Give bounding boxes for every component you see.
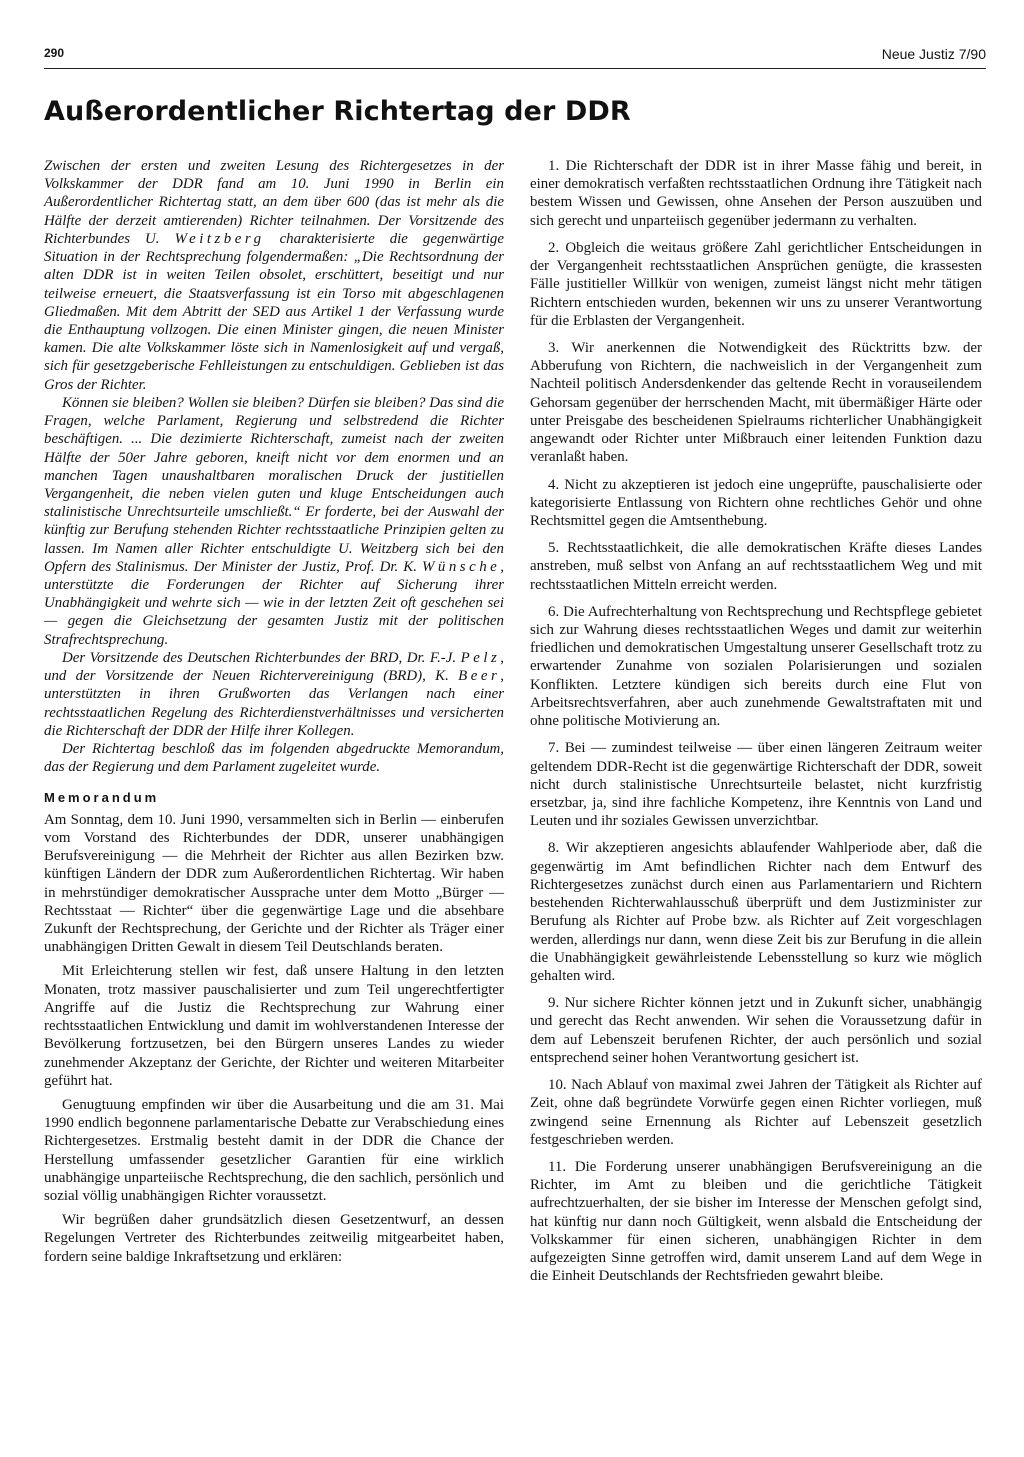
person-name: Pelz (460, 649, 501, 666)
intro-section (44, 157, 504, 776)
memorandum-point: 9. Nur sichere Richter können jetzt und in Zukunft sicher, unabhängig und gerecht das Recht anwenden. Wir sehen die Voraussetzung dafür in dem auf Lebenszeit berufenen Richter, der auch persönlich und sozial entsprechend seiner hohen Verantwortung gesichert ist. (530, 995, 982, 1066)
intro-text: , unterstützte die Forderungen der Richter auf Sicherung ihrer Unabhängigkeit und wehrte sich — wie in der letzten Zeit oft geschehen sei — gegen die Gleichsetzung der gesamten Justiz mit der politischen Strafrechtsprechung. (44, 558, 504, 648)
memorandum-point: 2. Obgleich die weitaus größere Zahl gerichtlicher Entscheidungen in der Vergangenheit rechtsstaatlichen Ansprüchen genügte, die krassesten Fälle justitieller Willkür von wenigen, zumeist längst nicht mehr tätigen Richtern entschieden wurden, bekennen wir uns zu unserer Verantwortung für die Erblasten der Vergangenheit. (530, 239, 982, 329)
page-header (44, 38, 986, 69)
person-name: Beer (458, 668, 501, 685)
memorandum-point: 1. Die Richterschaft der DDR ist in ihrer Masse fähig und bereit, in einer demokratisch verfaßten rechtsstaatlichen Ordnung ihre Tätigkeit nach bestem Wissen und Gewissen, ohne Ansehen der Person auszuüben und sich gerecht und unparteiisch gegenüber jedermann zu verhalten. (530, 158, 982, 229)
right-column (530, 157, 982, 1285)
memorandum-paragraph: Wir begrüßen daher grundsätzlich diesen Gesetzentwurf, an dessen Regelungen Vertreter des Richterbundes zeitweilig mitgearbeitet haben, fordern seine baldige Inkraftsetzung und erklären: (44, 1212, 504, 1265)
intro-paragraph (44, 157, 504, 394)
intro-paragraph (44, 394, 504, 649)
memorandum-point: 5. Rechtsstaatlichkeit, die alle demokratischen Kräfte dieses Landes anstreben, muß selbst von Anfang an auf rechtsstaatlichem Weg und mit rechtsstaatlichen Mitteln erreicht werden. (530, 540, 982, 593)
intro-text: charakterisierte die gegenwärtige Situation in der Rechtsprechung folgendermaßen: „Die Rechtsordnung der alten DDR ist in weiten Teilen obsolet, erschüttert, beseitigt und nur teilweise erneuert, die Staatsverfassung ist ein Torso mit abgeschlagenen Gliedmaßen. Mit dem Abtritt der SED aus Artikel 1 der Verfassung wurde die Enthauptung vollzogen. Die einen Minister gingen, die neuen Minister kamen. Die alte Volkskammer löste sich in Namenlosigkeit auf und vergaß, sich für gesetzgeberische Fehlleistungen zu entschuldigen. Geblieben ist das Gros der Richter. (44, 230, 504, 393)
memorandum-point: 4. Nicht zu akzeptieren ist jedoch eine ungeprüfte, pauschalisierte oder kategorisierte Entlassung von Richtern ohne rechtliches Gehör und ohne Rechtsmittel gegen die Amtsenthebung. (530, 476, 982, 529)
memorandum-paragraph: Mit Erleichterung stellen wir fest, daß unsere Haltung in den letzten Monaten, trotz massiver pauschalisierter und zum Teil ungerechtfertigter Angriffe auf die Justiz die Rechtsprechung zur Wahrung einer rechtsstaatlichen Entwicklung und damit im wohlverstandenen Interesse der Bevölkerung fortzusetzen, bei den Bürgern unseres Landes zu wieder zunehmender Akzeptanz der Gerichte, der Richter und weiteren Mitarbeiter geführt hat. (44, 963, 504, 1089)
memorandum-point: 10. Nach Ablauf von maximal zwei Jahren der Tätigkeit als Richter auf Zeit, ohne daß begründete Vorwürfe gegen einen Richter vorliegen, muß zwingend seine Ernennung als Richter auf Lebenszeit gesetzlich festgeschrieben werden. (530, 1077, 982, 1148)
left-column (44, 157, 504, 1272)
page-number: 290 (44, 46, 65, 60)
intro-text: Zwischen der ersten und zweiten Lesung des Richtergesetzes in der Volkskammer der DDR fand am 10. Juni 1990 in Berlin ein Außerordentlicher Richtertag statt, an dem über 600 (das ist mehr als die Hälfte der derzeit amtierenden) Richter teilnahmen. Der Vorsitzende des Richterbundes U. (44, 158, 504, 247)
person-name: Weitzberg (174, 230, 265, 247)
intro-text: , unterstützten in ihren Grußworten das Verlangen nach einer rechtsstaatlichen Regelung des Richterdienstverhältnisses und versicherten die Richterschaft der DDR der Hilfe ihrer Kollegen. (44, 668, 504, 739)
memorandum-point: 7. Bei — zumindest teilweise — über einen längeren Zeitraum weiter geltendem DDR-Recht ist die gegenwärtige Richterschaft der DDR, soweit nicht durch stalinistische Unrechtsurteile belastet, nicht kurzfristig ersetzbar, ja, sind ihre fachliche Kompetenz, ihre Kenntnis von Land und Leuten und ihr soziales Gewissen unverzichtbar. (530, 740, 982, 830)
person-name: Wünsche (422, 558, 501, 575)
journal-reference: Neue Justiz 7/90 (881, 46, 986, 62)
intro-paragraph: Der Richtertag beschloß das im folgenden abgedruckte Memorandum, das der Regierung und dem Parlament zugeleitet wurde. (44, 741, 504, 776)
memorandum-heading: Memorandum (44, 790, 160, 806)
intro-text: , und der Vorsitzende der Neuen Richtervereinigung (BRD), K. (44, 649, 504, 685)
memorandum-paragraph: Am Sonntag, dem 10. Juni 1990, versammelten sich in Berlin — einberufen vom Vorstand des Richterbundes der DDR, unserer unabhängigen Berufsvereinigung — die Mehrheit der Richter aus allen Bezirken bzw. künftigen Ländern der DDR zum Außerordentlichen Richtertag. Wir haben in mehrstündiger demokratischer Aussprache unter dem Motto „Bürger — Rechtsstaat — Richter“ über die gegenwärtige Lage und die absehbare Zukunft der Rechtsprechung, der Gerichte und der Richter als Träger einer unabhängigen Dritten Gewalt in diesem Teil Deutschlands beraten. (44, 811, 504, 956)
memorandum-point: 8. Wir akzeptieren angesichts ablaufender Wahlperiode aber, daß die gegenwärtig im Amt befindlichen Richter nach dem Entwurf des Richtergesetzes zunächst durch einen aus Parlamentariern und Richtern bestehenden Richterwahlausschuß überprüft und dem Justizminister zur Berufung als Richter auf Probe bzw. als Richter auf Zeit vorgeschlagen werden, allerdings nur dann, wenn diese Zeit bis zur Berufung in die allein die Unabhängigkeit gewährleistende Lebensstellung so kurz wie möglich gehalten wird. (530, 840, 982, 984)
memorandum-paragraph: Genugtuung empfinden wir über die Ausarbeitung und die am 31. Mai 1990 endlich begonnene parlamentarische Debatte zur Verabschiedung eines Richtergesetzes. Erstmalig besteht damit in der DDR die Chance der Herstellung umfassender gesetzlicher Garantien für eine wirklich unabhängige unparteiische Rechtsprechung, die den sachlich, persönlich und sozial völlig unabhängigen Richter voraussetzt. (44, 1096, 504, 1205)
intro-paragraph (44, 649, 504, 740)
article-title: Außerordentlicher Richtertag der DDR (44, 96, 631, 127)
memorandum-point: 11. Die Forderung unserer unabhängigen Berufsvereinigung an die Richter, im Amt zu bleiben und die gerichtliche Tätigkeit aufrechtzuerhalten, der sie bisher im Interesse der Menschen gefolgt sind, hat künftig nur dann noch Gültigkeit, wenn alsbald die Entscheidung der Volkskammer für einen sicheren, unabhängigen Richter in dem aufgezeigten Sinne getroffen wird, damit unserem Land auf dem Wege in die Einheit Deutschlands der Rechtsfrieden gewahrt bleibe. (530, 1158, 982, 1285)
intro-text: Der Vorsitzende des Deutschen Richterbundes der BRD, Dr. F.-J. (62, 649, 457, 666)
memorandum-point: 3. Wir anerkennen die Notwendigkeit des Rücktritts bzw. der Abberufung von Richtern, die nachweislich in der Vergangenheit zum Nachteil politisch Andersdenkender das geltende Recht in vorauseilendem Gehorsam gegenüber der herrschenden Macht, mit übermäßiger Härte oder unter Preisgabe des bescheidenen Spielraums richterlicher Unabhängigkeit angewandt oder Richter unter Mißbrauch einer leitenden Funktion dazu veranlaßt haben. (530, 339, 982, 466)
memorandum-point: 6. Die Aufrechterhaltung von Rechtsprechung und Rechtspflege gebietet sich zur Wahrung dieses rechtsstaatlichen Weges und damit zur weiterhin friedlichen und demokratischen Umgestaltung unserer Gesellschaft trotz zu erwartender Zunahme von sozialen Polarisierungen und sozialen Konflikten. Letztere kündigen sich bereits durch eine Flut von Arbeitsrechtsverfahren, aber auch zunehmende Gewaltstraftaten mit und ohne politische Motivierung an. (530, 603, 982, 730)
intro-text: Können sie bleiben? Wollen sie bleiben? Dürfen sie bleiben? Das sind die Fragen, welche Parlament, Regierung und selbstredend die Richter beschäftigen. ... Die dezimierte Richterschaft, zumeist nach der zweiten Hälfte der 50er Jahre geboren, kneift nicht vor dem enormen und an manchen Tagen unaushaltbaren moralischen Druck der justitiellen Vergangenheit, die neben vielen guten und kluge Entscheidungen auch stalinistische Unrechtsurteile umschließt.“ Er forderte, bei der Auswahl der künftig zur Berufung stehenden Richter rechtsstaatliche Prinzipien gelten zu lassen. Im Namen aller Richter entschuldigte U. Weitzberg sich bei den Opfern des Stalinismus. Der Minister der Justiz, Prof. Dr. K. (44, 394, 504, 575)
memorandum-section (44, 811, 504, 1266)
